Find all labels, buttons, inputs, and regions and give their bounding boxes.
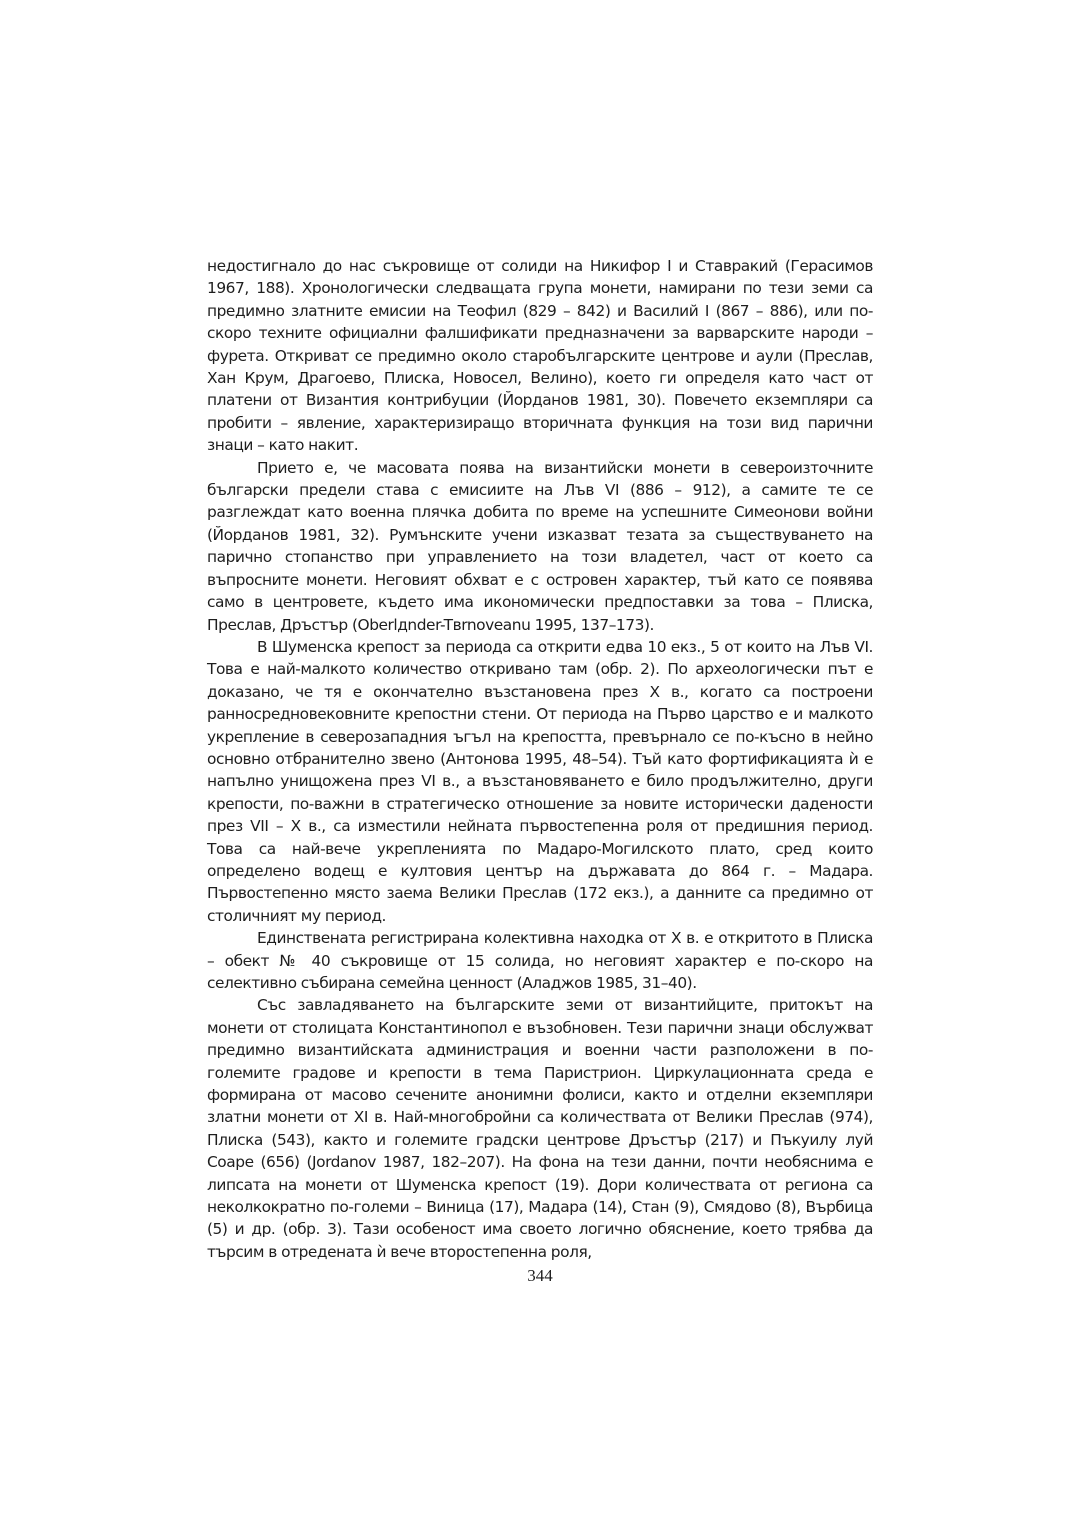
paragraph-1: недостигнало до нас съкровище от солиди на Никифор I и Ставракий (Герасимов 1967, 188). Хронологически следващата група монети, намирани по тези земи са предимно златните емисии на Теофил (829 – 842) и Василий I (867 – 886), или по-скоро техните официални фалшификати предназначени за варварските народи – фурета. Откриват се предимно около старобългарските центрове и аули (Преслав, Хан Крум, Драгоево, Плиска, Новосел, Велино), което ги определя като част от платени от Византия контрибуции (Йорданов 1981, 30). Повечето екземпляри са пробити – явление, характеризиращо вторичната функция на този вид парични знаци – като накит.	[207, 257, 873, 455]
body-text	[207, 255, 873, 1263]
paragraph-2: Прието е, че масовата поява на византийски монети в североизточните български предели става с емисиите на Лъв VI (886 – 912), а самите те се разглеждат като военна плячка добита по време на успешните Симеонови войни (Йорданов 1981, 32). Румънските учени изказват тезата за съществуването на парично стопанство при управлението на този владетел, част от което са въпросните монети. Неговият обхват е с островен характер, тъй като се появява само в центровете, където има икономически предпоставки за това – Плиска, Преслав, Дръстър (Oberlдnder-Tвrnoveanu 1995, 137–173).	[207, 458, 873, 634]
paragraph-3: В Шуменска крепост за периода са открити едва 10 екз., 5 от които на Лъв VI. Това е най-малкото количество откривано там (обр. 2). По археологически път е доказано, че тя е окончателно възстановена през X в., когато са построени ранносредновековните крепостни стени. От периода на Първо царство е и малкото укрепление в северозападния ъгъл на крепостта, превърнало се по-късно в нейно основно отбранително звено (Антонова 1995, 48–54). Тъй като фортификацията ѝ е напълно унищожена през VI в., а възстановяването е било продължително, други крепости, по-важни в стратегическо отношение за новите исторически дадености през VII – X в., са изместили нейната първостепенна роля от предишния период. Това са най-вече укрепленията по Мадаро-Могилското плато, сред които определено водещ е култовия център на държавата до 864 г. – Мадара. Първостепенно място заема Велики Преслав (172 екз.), а данните са предимно от столичният му период.	[207, 637, 873, 925]
page-number: 344	[527, 1266, 553, 1285]
paragraph-5: Със завладяването на българските земи от византийците, притокът на монети от столицата Константинопол е възобновен. Тези парични знаци обслужват предимно византийската администрация и военни части разположени в по-големите градове и крепости в тема Паристрион. Циркулационната среда е формирана от масово сечените анонимни фолиси, както и отделни екземпляри златни монети от XI в. Най-многобройни са количествата от Велики Преслав (974), Плиска (543), както и големите градски центрове Дръстър (217) и Пъкуилу луй Соаре (656) (Jordanov 1987, 182–207). На фона на тези данни, почти необяснима е липсата на монети от Шуменска крепост (19). Дори количествата от региона са неколкократно по-големи – Виница (17), Мадара (14), Стан (9), Смядово (8), Върбица (5) и др. (обр. 3). Тази особеност има своето логично обяснение, което трябва да търсим в отредената ѝ вече второстепенна роля,	[207, 996, 873, 1261]
paragraph-4: Единствената регистрирана колективна находка от X в. е откритото в Плиска – обект № 40 съкровище от 15 солида, но неговият характер е по-скоро на селективно събирана семейна ценност (Аладжов 1985, 31–40).	[207, 929, 873, 992]
